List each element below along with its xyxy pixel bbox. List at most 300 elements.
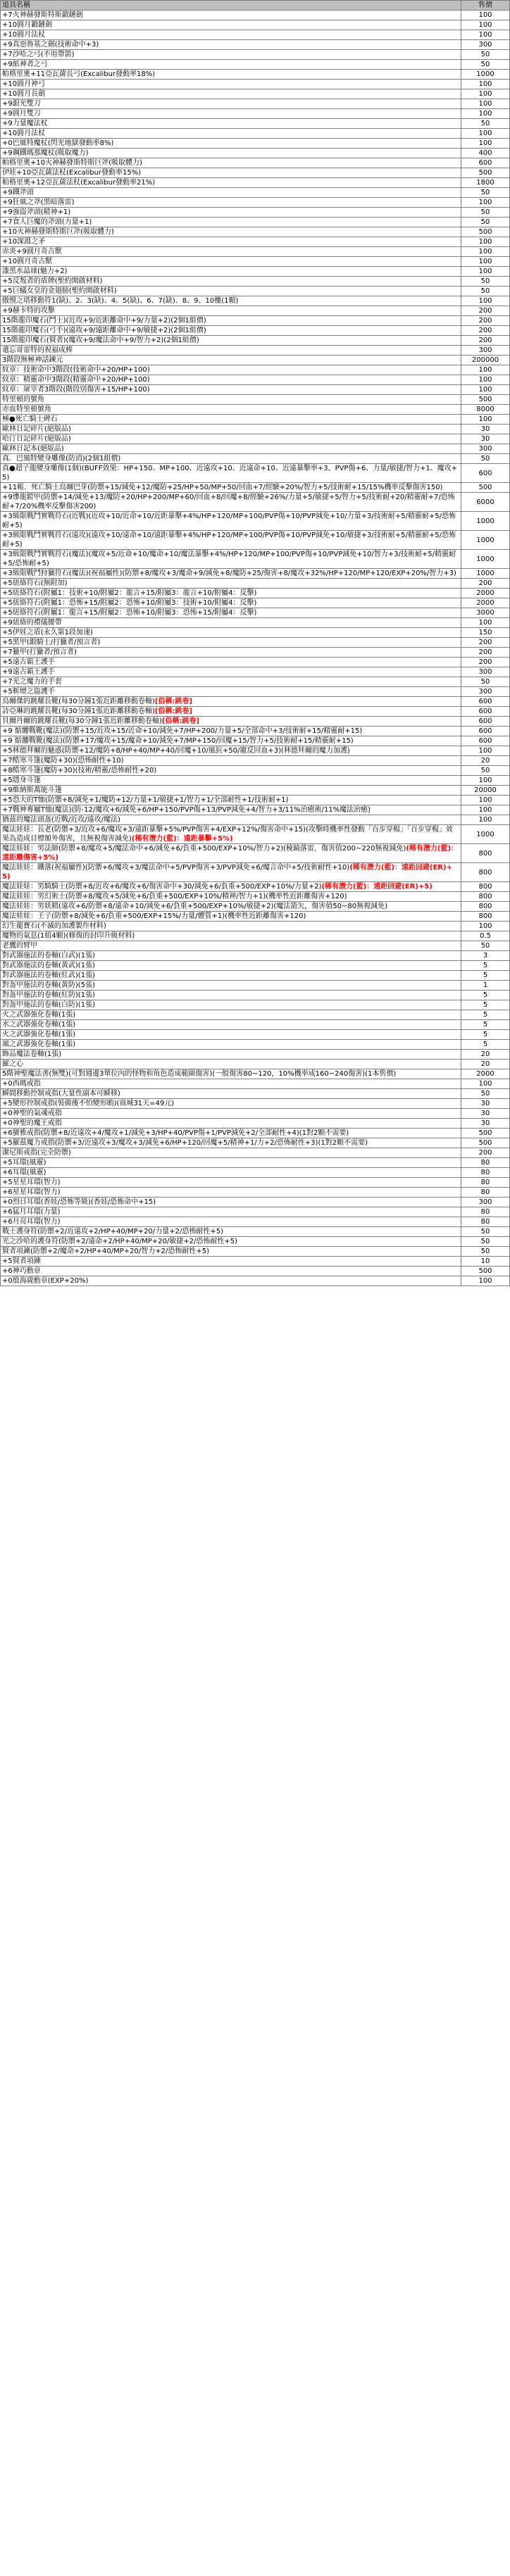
table-row: [1, 464, 510, 483]
price-cell: 30: [461, 1099, 510, 1109]
item-name-cell: 真●超子龍變身雕像(1個)(BUFF效果：HP+150、MP+100、近遠攻+10、近遠命+10、近遠暴擊率+3、PVP傷+6、力量/敏捷/智力+1、魔攻+5): [1, 464, 461, 483]
price-cell: 500: [461, 395, 510, 405]
item-name-cell: 賢者項鍊(防禦+2/魔命+2/HP+40/MP+20/智力+2/恐怖耐性+5): [1, 1247, 461, 1257]
table-row: [1, 1060, 510, 1069]
item-name-cell: +7火神赫發斯特斯鍛鏈劍: [1, 11, 461, 20]
price-cell: 50: [461, 1227, 510, 1237]
table-row: [1, 796, 510, 805]
price-cell: 500: [461, 168, 510, 178]
price-cell: 50: [461, 766, 510, 776]
highlight-note: [俗稱:跳卷]: [154, 708, 193, 715]
price-cell: 800: [461, 912, 510, 922]
table-row: [1, 569, 510, 579]
item-name-cell: 魔法娃娃：男騎騎士(防禦+8/近攻+6/魔攻+6/傷害命中+30/減免+6/負重+500/EXP+10%/力量+2)(稀有潛力(藍)：遠距回避(ER)+5): [1, 882, 461, 892]
item-name-cell: +0神聖的氣魂戒指: [1, 1109, 461, 1119]
item-name-cell: +6星星耳環(智力): [1, 1188, 461, 1198]
header-row: [1, 1, 510, 11]
price-cell: 5: [461, 991, 510, 1000]
item-name-cell: 潔尼斯戒指(完全防禦): [1, 1148, 461, 1158]
table-row: [1, 60, 510, 70]
price-cell: 30: [461, 425, 510, 434]
item-name-cell: +9赫卡特的攻擊: [1, 306, 461, 316]
price-cell: 1000: [461, 825, 510, 844]
item-name-cell: 火之武器強化卷軸(1張): [1, 1010, 461, 1020]
price-cell: 200: [461, 306, 510, 316]
table-row: [1, 1276, 510, 1286]
item-name-cell: 15階龍印魔石(鬥士)(近攻+9/近距離命中+9/力量+2)(2個1組價): [1, 316, 461, 326]
table-row: [1, 1050, 510, 1060]
table-row: [1, 296, 510, 306]
item-name-cell: 赤炎+9圓月奇古獸: [1, 247, 461, 257]
table-row: [1, 1217, 510, 1227]
table-row: [1, 1158, 510, 1168]
table-row: [1, 306, 510, 316]
table-row: [1, 237, 510, 247]
item-name-cell: 魔法娃娃：長老(防禦+3/近攻+6/魔攻+3/遠距暴擊+5%/PVP傷害+4/EXP+12%/傷害命中+15)(攻擊時機率性發動「百步穿楊」「百步穿楊」效果為造成目標額外傷害，且無視傷害減免)(稀有潛力(藍)：遠距暴擊+5%): [1, 825, 461, 844]
price-cell: 10: [461, 1257, 510, 1267]
price-cell: 20000: [461, 786, 510, 796]
price-cell: 1800: [461, 178, 510, 188]
price-cell: 100: [461, 11, 510, 20]
price-cell: 3: [461, 951, 510, 961]
item-name-cell: +9狂風之斧(黑暗落雷): [1, 198, 461, 208]
table-row: [1, 579, 510, 589]
table-row: [1, 1178, 510, 1188]
table-row: [1, 882, 510, 892]
price-cell: 5: [461, 961, 510, 971]
item-name-cell: +10圓月奇古獸: [1, 257, 461, 267]
price-cell: 600: [461, 464, 510, 483]
price-cell: 30: [461, 434, 510, 444]
table-row: [1, 1188, 510, 1198]
item-name-cell: +5星星耳環(智力): [1, 1178, 461, 1188]
price-cell: 50: [461, 1247, 510, 1257]
highlight-note: (稀有潛力(藍)：遠距離傷害+5%): [2, 845, 459, 862]
item-name-cell: +10圓月鍛鏈劍: [1, 20, 461, 30]
price-cell: 50: [461, 1089, 510, 1099]
item-name-cell: +10圓月法杖: [1, 30, 461, 40]
price-cell: 200: [461, 326, 510, 336]
price-cell: 80: [461, 1158, 510, 1168]
table-row: [1, 902, 510, 912]
item-name-cell: 5階神聖魔法書(無雙)(可對週邊3單位內的怪物和角色造成範圍傷害)(一般傷害80~120，10%機率成160~240傷害)(1本售價): [1, 1069, 461, 1079]
price-cell: 800: [461, 844, 510, 863]
item-name-cell: +5伊娃之盾(永久第1段加速): [1, 628, 461, 638]
table-row: [1, 1040, 510, 1050]
item-name-cell: +7獵甲(打獵者/預言者): [1, 648, 461, 658]
item-name-cell: +9紙神者之弓: [1, 60, 461, 70]
table-row: [1, 257, 510, 267]
highlight-note: (稀有潛力(藍)：遠距暴擊+5%): [131, 835, 233, 843]
price-cell: 3000: [461, 608, 510, 618]
table-row: [1, 11, 510, 20]
item-name-cell: 傲慢之塔移動符1(缺)、2、3(缺)、4、5(缺)、6、7(缺)、8、9、10樓(1顆): [1, 296, 461, 306]
table-row: [1, 892, 510, 902]
price-cell: 6000: [461, 493, 510, 512]
table-row: [1, 168, 510, 178]
item-name-cell: +9鋼鐵瑪那魔杖(吸取魔力): [1, 149, 461, 158]
item-name-cell: 飾品魔法卷軸(1張): [1, 1050, 461, 1060]
table-row: [1, 434, 510, 444]
table-row: [1, 425, 510, 434]
table-row: [1, 267, 510, 277]
item-name-cell: +9 骷髏戰靴(魔法)(防禦+17/魔攻+15/魔命+10/減免+7/MP+150/回魔+15/智力+5/技術耐+15/精靈耐+15): [1, 736, 461, 746]
price-cell: 100: [461, 1276, 510, 1286]
item-name-cell: 風之武器強化卷軸(1張): [1, 1040, 461, 1050]
price-cell: 300: [461, 687, 510, 697]
item-name-cell: +10火神赫發斯特斯巨斧(吸取體力): [1, 227, 461, 237]
item-name-cell: +0巴風特魔杖(閃光地獄發動率8%): [1, 139, 461, 149]
table-row: [1, 805, 510, 815]
table-row: [1, 844, 510, 863]
item-name-cell: +5隱身斗篷: [1, 776, 461, 786]
table-row: [1, 99, 510, 109]
item-name-cell: +9鐵斧頭: [1, 188, 461, 198]
price-cell: 5: [461, 1000, 510, 1010]
price-cell: 50: [461, 50, 510, 60]
price-cell: 50: [461, 454, 510, 464]
item-name-cell: 魔法娃娃：男法師(防禦+8/魔攻+5/魔法命中+6/減免+6/負重+500/EXP+10%/智力+2)(稜鏡落雷，傷害值200~220無視減免)(稀有潛力(藍)：遠距離傷害+5%): [1, 844, 461, 863]
item-name-cell: 對武器施法的卷軸(白武)(1張): [1, 951, 461, 961]
price-cell: 200: [461, 658, 510, 667]
price-cell: 100: [461, 1079, 510, 1089]
price-cell: 400: [461, 149, 510, 158]
item-name-cell: 烏爾傑的跳耀長靴(每30分鐘1張近距離移動卷軸)[俗稱:跳卷]: [1, 697, 461, 707]
table-row: [1, 129, 510, 139]
item-name-cell: 紋章：技術命中3階段(技術命中+20/HP+100): [1, 365, 461, 375]
table-row: [1, 1069, 510, 1079]
table-row: [1, 40, 510, 50]
table-row: [1, 247, 510, 257]
table-row: [1, 608, 510, 618]
item-name-cell: 特里頓的號角: [1, 395, 461, 405]
item-name-cell: +5耳環(風靈): [1, 1158, 461, 1168]
item-name-cell: +11帳．死亡騎士烏爾巴芽(防禦+15/減免+12/魔防+25/HP+50/MP+50/回血+7/經驗+20%/智力+5/技術耐+15/15%機率反擊傷害150): [1, 483, 461, 493]
table-row: [1, 971, 510, 981]
table-row: [1, 922, 510, 931]
table-row: [1, 1099, 510, 1109]
table-row: [1, 531, 510, 550]
table-row: [1, 395, 510, 405]
price-cell: 100: [461, 109, 510, 119]
price-cell: 50: [461, 287, 510, 296]
item-name-cell: +5紐絡符石(附屬1：龍言+15/附屬2：恐怖+10/附屬3：恐怖+15/附屬4：反擊): [1, 608, 461, 618]
item-name-cell: +5紐絡符石(附屬1：技術+10/附屬2：龍言+15/附屬3：龍言+10/附屬4：反擊): [1, 589, 461, 598]
price-cell: 100: [461, 139, 510, 149]
item-name-cell: +6猛月耳環(力量): [1, 1207, 461, 1217]
item-name-cell: +9銀光雙刀: [1, 99, 461, 109]
item-name-cell: +10圓月長劍: [1, 89, 461, 99]
price-cell: 800: [461, 863, 510, 882]
item-name-cell: 3階段無極神話鍊元: [1, 356, 461, 365]
price-cell: 100: [461, 922, 510, 931]
price-cell: 100: [461, 415, 510, 425]
price-cell: 30: [461, 1119, 510, 1129]
table-row: [1, 1119, 510, 1129]
table-row: [1, 109, 510, 119]
item-name-cell: 極●死亡騎士碑石: [1, 415, 461, 425]
item-name-cell: 魔法娃娃：王子(防禦+8/減免+6/負重+500/EXP+15%/力量/體質+1)(機率性近距離傷害+120): [1, 912, 461, 922]
table-row: [1, 1010, 510, 1020]
table-row: [1, 208, 510, 218]
table-row: [1, 961, 510, 971]
price-cell: 500: [461, 1138, 510, 1148]
table-row: [1, 1000, 510, 1010]
price-cell: 100: [461, 237, 510, 247]
table-row: [1, 941, 510, 951]
price-cell: 100: [461, 796, 510, 805]
price-cell: 1: [461, 981, 510, 991]
table-row: [1, 717, 510, 727]
table-row: [1, 149, 510, 158]
price-header: 售價: [461, 1, 510, 11]
item-name-cell: +7戰神專屬T恤(魔法)(防-12/魔攻+6/減免+6/HP+150/PVP傷+13/PVP減免+4/智力+3/11%治癒術/11%魔法治癒): [1, 805, 461, 815]
item-name-cell: 赤血特里頓號角: [1, 405, 461, 415]
item-name-cell: +5反叛者的盾牌(聖約開啟材料): [1, 277, 461, 287]
table-row: [1, 50, 510, 60]
item-name-cell: 帕格里奧+10火神赫發斯特斯巨斧(吸取體力): [1, 158, 461, 168]
table-row: [1, 1198, 510, 1207]
price-cell: 500: [461, 1129, 510, 1138]
table-row: [1, 198, 510, 208]
item-name-cell: 遺忘哥雷特的祝福成棒: [1, 346, 461, 356]
price-cell: 80: [461, 1207, 510, 1217]
item-name-cell: 魔法娃娃：男幻術士(防禦+8/魔攻+5/減免+6/負重+500/EXP+10%/精神/智力+1)(機率性近距離傷害+120): [1, 892, 461, 902]
table-row: [1, 316, 510, 326]
item-name-header: 道具名稱: [1, 1, 461, 11]
table-row: [1, 336, 510, 346]
table-row: [1, 628, 510, 638]
item-name-cell: 伊娃+10亞瓦薩法杖(Excalibur發動率15%): [1, 168, 461, 178]
table-row: [1, 648, 510, 658]
table-row: [1, 658, 510, 667]
table-row: [1, 493, 510, 512]
price-cell: 600: [461, 158, 510, 168]
price-cell: 1000: [461, 569, 510, 579]
item-name-cell: 魔法娃娃：男妖精(遠攻+6/防禦+8/遠命+10/減免+6/負重+500/EXP+10%/敏捷+2)(魔法箭矢，傷害值50~80無視減免): [1, 902, 461, 912]
price-cell: 200000: [461, 356, 510, 365]
table-row: [1, 776, 510, 786]
item-name-cell: +8酷寒斗篷(魔防+30)(技術/精靈/恐怖耐性+20): [1, 766, 461, 776]
price-cell: 100: [461, 99, 510, 109]
table-row: [1, 863, 510, 882]
table-row: [1, 550, 510, 569]
item-name-cell: 對盔甲施法的卷軸(紅防)(1張): [1, 991, 461, 1000]
price-list-table: [0, 0, 510, 1286]
price-cell: 100: [461, 129, 510, 139]
item-name-cell: 瞬間移動控制戒指(大量性副本可瞬移): [1, 1089, 461, 1099]
table-row: [1, 707, 510, 717]
price-cell: 1000: [461, 550, 510, 569]
price-cell: 5: [461, 971, 510, 981]
price-cell: 5: [461, 1040, 510, 1050]
item-name-cell: 15階龍印魔石(賢者)(魔攻+9/魔法命中+9/智力+2)(2個1組價): [1, 336, 461, 346]
table-row: [1, 483, 510, 493]
price-cell: 80: [461, 1168, 510, 1178]
table-row: [1, 667, 510, 677]
item-name-cell: 哈汀日記碎片(絕版品): [1, 434, 461, 444]
table-row: [1, 815, 510, 825]
price-cell: 300: [461, 346, 510, 356]
price-cell: 100: [461, 746, 510, 756]
price-cell: 20: [461, 1050, 510, 1060]
item-name-cell: +5紐絡符石(無附加): [1, 579, 461, 589]
price-cell: 100: [461, 296, 510, 306]
price-cell: 20: [461, 756, 510, 766]
price-cell: 100: [461, 247, 510, 257]
price-cell: 100: [461, 815, 510, 825]
item-name-cell: 貝爾丹爾的跳耀長靴(每30分鐘1張近距離移動卷軸)[俗稱:跳卷]: [1, 717, 461, 727]
item-name-cell: 幻生龍寶石(不滅的加護製作材料): [1, 922, 461, 931]
price-cell: 200: [461, 648, 510, 658]
item-name-cell: +3級限戰鬥實戰符石(魔法)(魔攻+5/近命+10/魔命+10/魔法暴擊+4%/HP+120/MP+100/PVP傷+10/PVP減免+10/智力+3/技術耐+5/精靈耐+5/恐怖耐+5): [1, 550, 461, 569]
item-name-cell: +5恐夫的T恤(防禦+8/減免+1/魔防+12/力量+1/敏捷+1/智力+1/全部耐性+1/技術耐+1): [1, 796, 461, 805]
table-row: [1, 365, 510, 375]
table-row: [1, 385, 510, 395]
table-row: [1, 188, 510, 198]
price-cell: 600: [461, 717, 510, 727]
price-cell: 600: [461, 727, 510, 736]
item-name-cell: +9遠古霸王護手: [1, 667, 461, 677]
price-cell: 30: [461, 1109, 510, 1119]
price-cell: 600: [461, 736, 510, 746]
item-name-cell: +0烈日耳環(香娃/恐怖等級)(香娃/恐怖命中+15): [1, 1198, 461, 1207]
price-cell: 300: [461, 444, 510, 454]
table-row: [1, 20, 510, 30]
table-row: [1, 80, 510, 89]
price-cell: 500: [461, 483, 510, 493]
table-row: [1, 1138, 510, 1148]
item-name-cell: +5斬增之盜護手: [1, 687, 461, 697]
table-row: [1, 405, 510, 415]
table-row: [1, 512, 510, 531]
item-name-cell: 魔物的氣息(1組4顆)(修復的封印升級材料): [1, 931, 461, 941]
table-row: [1, 227, 510, 237]
item-name-cell: +7酷寒斗篷(魔防+30)(恐怖耐性+10): [1, 756, 461, 766]
table-row: [1, 346, 510, 356]
item-name-cell: +9強盜斧頭(精神+1): [1, 208, 461, 218]
item-name-cell: 光之沙哈的護身符(防禦+2/遠命+2/HP+40/MP+20/敏捷+2/恐怖耐性+5): [1, 1237, 461, 1247]
item-name-cell: +9慘龍鎧甲(防禦+14/減免+13/魔防+20/HP+200/MP+60/回血+8/回魔+8/經驗+26%/力量+5/敏捷+5/智力+5/技術耐+20/精靈耐+7/恐怖耐+7/20%機率反擊傷害200): [1, 493, 461, 512]
item-name-cell: +0西瑪戒指: [1, 1079, 461, 1089]
item-name-cell: +3級限戰鬥實戰符石(近戰)(近攻+10/近命+10/近距暴擊+4%/HP+120/MP+100/PVP傷+10/PVP減免+10/力量+3/技術耐+5/精靈耐+5/恐怖耐+5): [1, 512, 461, 531]
price-cell: 2000: [461, 589, 510, 598]
item-name-cell: +9力量魔法杖: [1, 119, 461, 129]
item-name-cell: +7沙哈之弓(不用帶箭): [1, 50, 461, 60]
price-cell: 50: [461, 60, 510, 70]
table-row: [1, 89, 510, 99]
price-cell: 100: [461, 20, 510, 30]
item-name-cell: +7光之魔力的手套: [1, 677, 461, 687]
table-row: [1, 736, 510, 746]
table-row: [1, 638, 510, 648]
price-cell: 200: [461, 1148, 510, 1158]
price-cell: 50: [461, 941, 510, 951]
price-cell: 300: [461, 667, 510, 677]
item-name-cell: +10圓月神弓: [1, 80, 461, 89]
price-cell: 200: [461, 638, 510, 648]
item-name-cell: 詩亞琳的跳耀長靴(每30分鐘1張近距離移動卷軸)[俗稱:跳卷]: [1, 707, 461, 717]
price-cell: 100: [461, 385, 510, 395]
table-body: [1, 11, 510, 1286]
table-row: [1, 1207, 510, 1217]
table-row: [1, 618, 510, 628]
price-cell: 50: [461, 188, 510, 198]
price-cell: 200: [461, 316, 510, 326]
table-row: [1, 1089, 510, 1099]
price-cell: 800: [461, 882, 510, 892]
price-cell: 500: [461, 227, 510, 237]
item-name-cell: +5巨蟻女皇的金翅膀(聖約開啟材料): [1, 287, 461, 296]
item-name-cell: +6耳環(風靈): [1, 1168, 461, 1178]
price-cell: 20: [461, 1060, 510, 1069]
price-cell: 300: [461, 1198, 510, 1207]
price-cell: 100: [461, 365, 510, 375]
item-name-cell: +5羅茲魔力戒指(防禦+3/近遠攻+3/魔攻+3/減免+6/HP+120/回魔+5/精神+1/力+2/恐怖耐性+3)(1對2顆不需要): [1, 1138, 461, 1148]
price-cell: 100: [461, 776, 510, 786]
price-cell: 500: [461, 1267, 510, 1276]
table-row: [1, 375, 510, 385]
price-cell: 50: [461, 218, 510, 227]
table-row: [1, 687, 510, 697]
table-row: [1, 981, 510, 991]
table-row: [1, 1247, 510, 1257]
item-name-cell: +9維納斯萬能斗篷: [1, 786, 461, 796]
table-row: [1, 277, 510, 287]
price-cell: 1000: [461, 512, 510, 531]
highlight-note: (稀有潛力(藍)：遠距回避(ER)+5): [321, 883, 433, 891]
price-cell: 100: [461, 89, 510, 99]
table-row: [1, 218, 510, 227]
item-name-cell: 戰士護身符(防禦+2/近遠攻+2/HP+40/MP+20/力量+2/恐怖耐性+5): [1, 1227, 461, 1237]
table-row: [1, 70, 510, 80]
table-row: [1, 119, 510, 129]
table-row: [1, 677, 510, 687]
price-cell: 150: [461, 628, 510, 638]
price-cell: 100: [461, 30, 510, 40]
price-cell: 100: [461, 618, 510, 628]
item-name-cell: +5紐絡符石(附屬1：恐怖+15/附屬2：恐怖+10/附屬3：技術+10/附屬4：反擊): [1, 598, 461, 608]
price-cell: 2000: [461, 598, 510, 608]
item-name-cell: 對盔甲施法的卷軸(黃防)(5張): [1, 981, 461, 991]
item-name-cell: +9圓月雙刀: [1, 109, 461, 119]
table-row: [1, 287, 510, 296]
table-row: [1, 1129, 510, 1138]
table-row: [1, 766, 510, 776]
highlight-note: [俗稱:跳卷]: [154, 698, 193, 705]
price-cell: 1000: [461, 531, 510, 550]
price-cell: 200: [461, 579, 510, 589]
item-name-cell: 火之武器強化卷軸(1張): [1, 1030, 461, 1040]
table-row: [1, 1020, 510, 1030]
item-name-cell: 帕格里奧+12亞瓦薩法杖(Excalibur發動率21%): [1, 178, 461, 188]
table-row: [1, 1079, 510, 1089]
table-row: [1, 727, 510, 736]
price-cell: 50: [461, 277, 510, 287]
item-name-cell: +5變形控制戒指(裝備後不怕變形喲)(商城31天=49元): [1, 1099, 461, 1109]
price-cell: 100: [461, 805, 510, 815]
price-cell: 100: [461, 257, 510, 267]
price-cell: 5: [461, 1030, 510, 1040]
price-cell: 5: [461, 1020, 510, 1030]
price-cell: 80: [461, 1178, 510, 1188]
table-row: [1, 30, 510, 40]
table-row: [1, 1237, 510, 1247]
table-row: [1, 786, 510, 796]
item-name-cell: +9紐絡的禮儀腰帶: [1, 618, 461, 628]
price-cell: 80: [461, 1188, 510, 1198]
table-row: [1, 1168, 510, 1178]
